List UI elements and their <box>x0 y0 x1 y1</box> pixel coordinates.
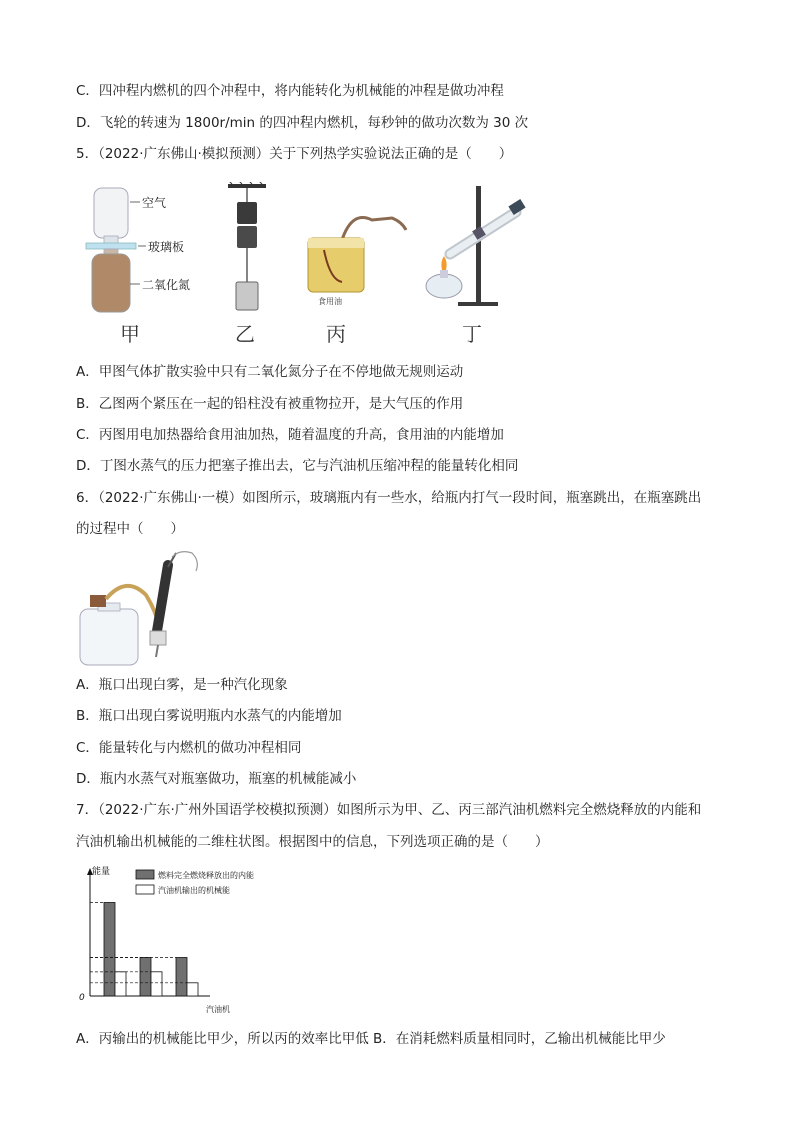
bar-s2-g3 <box>187 983 198 996</box>
q6-stem-line1: 6．（2022·广东佛山·一模）如图所示，玻璃瓶内有一些水，给瓶内打气一段时间，瓶塞跳出，在瓶塞跳出 <box>76 490 702 506</box>
q6-stem-line2: 的过程中（ ） <box>76 521 184 537</box>
y-axis-label: 能量 <box>92 867 111 877</box>
chart-legend <box>136 870 254 895</box>
lead-cylinders-illustration <box>222 182 272 322</box>
bar-s1-g1 <box>104 903 115 997</box>
test-tube-steam-illustration <box>420 182 530 312</box>
q5-option-b: B．乙图两个紧压在一起的铅柱没有被重物拉开，是大气压的作用 <box>76 396 464 412</box>
q7-stem-line2: 汽油机输出机械能的二维柱状图。根据图中的信息，下列选项正确的是（ ） <box>76 834 549 850</box>
pump-bottle-illustration <box>76 545 216 667</box>
legend-swatch-mechanical-energy <box>136 885 154 894</box>
origin-label: 0 <box>79 993 85 1003</box>
figure-jia <box>80 180 210 346</box>
label-air: 空气 <box>142 196 167 210</box>
q6-option-c: C．能量转化与内燃机的做功冲程相同 <box>76 740 302 756</box>
oil-heating-illustration <box>302 200 410 310</box>
bar-s2-g2 <box>151 972 162 996</box>
x-axis-label: 汽油机 <box>206 1005 230 1014</box>
q4-option-c: C．四冲程内燃机的四个冲程中，将内能转化为机械能的冲程是做功冲程 <box>76 83 504 99</box>
q7-options-a-b: A．丙输出的机械能比甲少，所以丙的效率比甲低 B．在消耗燃料质量相同时，乙输出机械能比甲少 <box>76 1031 666 1047</box>
legend-swatch-internal-energy <box>136 870 154 879</box>
label-glass-plate: 玻璃板 <box>148 240 185 254</box>
q5-option-c: C．丙图用电加热器给食用油加热，随着温度的升高，食用油的内能增加 <box>76 427 504 443</box>
figure-q6-pump-bottle <box>76 545 216 667</box>
legend-label-mechanical-energy: 汽油机输出的机械能 <box>158 886 230 895</box>
bar-s1-g3 <box>176 958 187 997</box>
label-no2: 二氧化氮 <box>142 278 191 292</box>
label-cooking-oil: 食用油 <box>318 297 342 306</box>
caption-ding: 丁 <box>462 322 482 346</box>
figure-ding <box>420 182 530 346</box>
q6-option-a: A．瓶口出现白雾，是一种汽化现象 <box>76 677 288 693</box>
diffusion-bottles-illustration <box>80 180 210 340</box>
caption-yi: 乙 <box>235 322 255 346</box>
figure-bing <box>302 200 410 346</box>
q4-option-d: D．飞轮的转速为 1800r/min 的四冲程内燃机，每秒钟的做功次数为 30 次 <box>76 115 529 131</box>
figure-yi <box>222 182 272 346</box>
q6-option-b: B．瓶口出现白雾说明瓶内水蒸气的内能增加 <box>76 708 342 724</box>
q5-stem: 5．（2022·广东佛山·模拟预测）关于下列热学实验说法正确的是（ ） <box>76 146 513 162</box>
legend-label-internal-energy: 燃料完全燃烧释放出的内能 <box>158 871 254 880</box>
caption-bing: 丙 <box>326 322 346 346</box>
q7-stem-line1: 7．（2022·广东·广州外国语学校模拟预测）如图所示为甲、乙、丙三部汽油机燃料完全燃烧释放的内能和 <box>76 802 702 818</box>
q5-option-a: A．甲图气体扩散实验中只有二氧化氮分子在不停地做无规则运动 <box>76 364 464 380</box>
bar-s1-g2 <box>140 958 151 997</box>
caption-jia: 甲 <box>120 322 140 346</box>
q5-option-d: D．丁图水蒸气的压力把塞子推出去，它与汽油机压缩冲程的能量转化相同 <box>76 458 519 474</box>
q6-option-d: D．瓶内水蒸气对瓶塞做功，瓶塞的机械能减小 <box>76 771 357 787</box>
energy-bar-chart <box>76 860 296 1020</box>
figure-q7-chart <box>76 860 296 1020</box>
bar-s2-g1 <box>115 972 126 996</box>
